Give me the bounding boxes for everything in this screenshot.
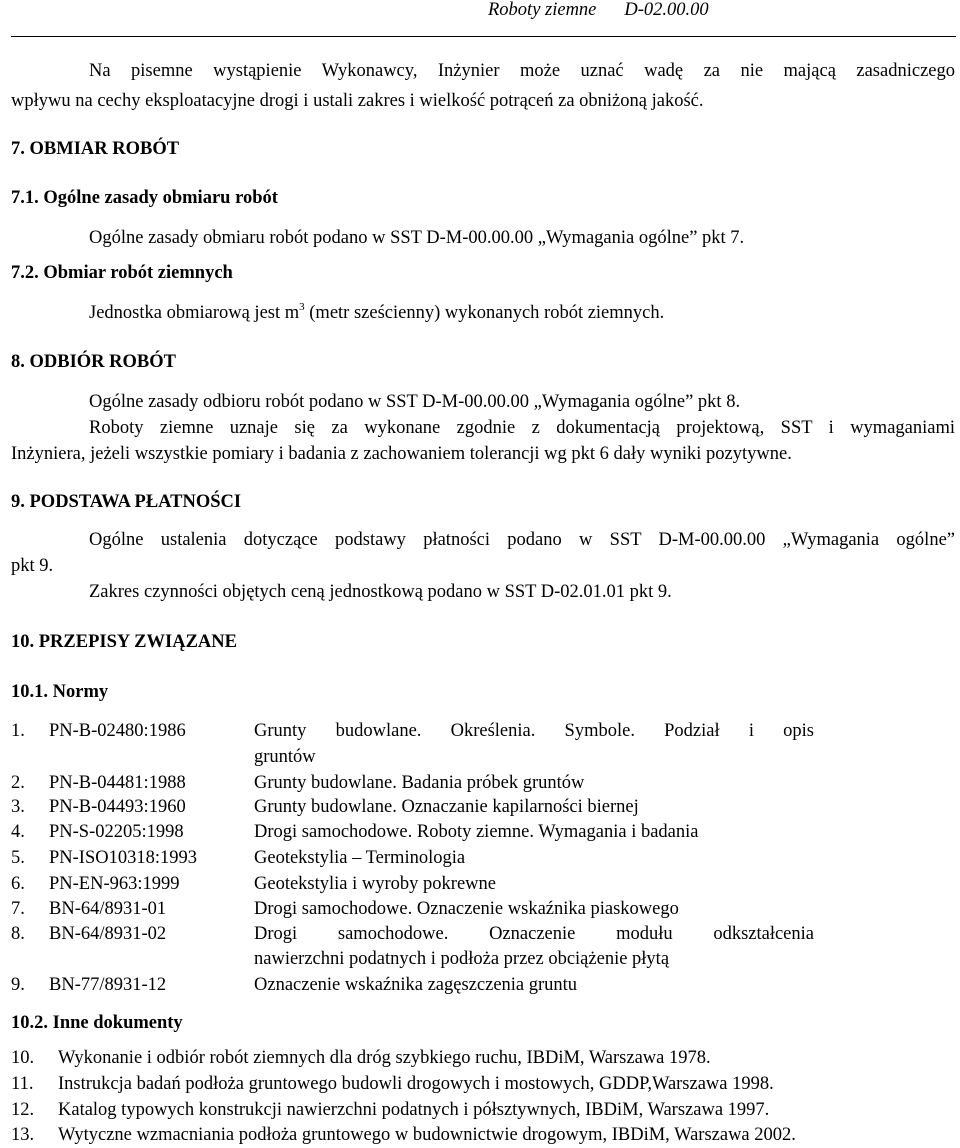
section-10-2-heading: 10.2. Inne dokumenty — [11, 1013, 183, 1033]
norm-title: Grunty budowlane. Oznaczanie kapilarności biernej — [254, 797, 639, 817]
section-7-2-text-a: Jednostka obmiarową jest m — [89, 303, 300, 323]
norm-number: 3. — [11, 797, 25, 817]
section-7-2-text — [89, 303, 664, 324]
norm-code: PN-S-02205:1998 — [49, 822, 184, 842]
document-text: Wytyczne wzmacniania podłoża gruntowego w budownictwie drogowym, IBDiM, Warszawa 2002. — [58, 1125, 796, 1145]
norm-title: Drogi samochodowe. Oznaczenie wskaźnika piaskowego — [254, 899, 679, 919]
header-title: Roboty ziemne — [488, 0, 597, 20]
norm-title-continuation: gruntów — [254, 747, 316, 767]
document-item — [11, 1100, 769, 1121]
norm-item — [11, 721, 814, 747]
norm-code: BN-64/8931-02 — [49, 924, 167, 944]
section-9-para-1-line-2: pkt 9. — [11, 556, 54, 576]
norm-title: Grunty budowlane. Określenia. Symbole. Podział i opis — [254, 721, 814, 741]
norm-number: 2. — [11, 773, 25, 793]
norm-number: 8. — [11, 924, 25, 944]
section-10-1-heading: 10.1. Normy — [11, 682, 109, 702]
norm-code: PN-B-04493:1960 — [49, 797, 186, 817]
norm-item — [11, 797, 811, 823]
norm-number: 4. — [11, 822, 25, 842]
section-8-para-2-line-1: Roboty ziemne uznaje się za wykonane zgodnie z dokumentacją projektową, SST i wymaganiami — [89, 418, 955, 438]
norm-item — [11, 874, 811, 900]
section-8-para-1: Ogólne zasady odbioru robót podano w SST D-M-00.00.00 „Wymagania ogólne” pkt 8. — [89, 392, 741, 412]
section-7-2-heading: 7.2. Obmiar robót ziemnych — [11, 263, 233, 283]
norm-number: 1. — [11, 721, 25, 741]
document-text: Wykonanie i odbiór robót ziemnych dla dróg szybkiego ruchu, IBDiM, Warszawa 1978. — [58, 1048, 711, 1068]
section-9-para-1-line-1: Ogólne ustalenia dotyczące podstawy płatności podano w SST D-M-00.00.00 „Wymagania ogólne” — [89, 530, 955, 550]
section-9-heading: 9. PODSTAWA PŁATNOŚCI — [11, 492, 242, 512]
norm-code: PN-ISO10318:1993 — [49, 848, 198, 868]
norm-number: 5. — [11, 848, 25, 868]
norm-code: PN-EN-963:1999 — [49, 874, 180, 894]
norm-title: Geotekstylia – Terminologia — [254, 848, 466, 868]
section-8-para-2-line-2: Inżyniera, jeżeli wszystkie pomiary i badania z zachowaniem tolerancji wg pkt 6 dały wyniki pozytywne. — [11, 444, 792, 464]
document-text: Katalog typowych konstrukcji nawierzchni podatnych i półsztywnych, IBDiM, Warszawa 1997. — [58, 1100, 770, 1120]
norm-code: PN-B-04481:1988 — [49, 773, 186, 793]
section-8-heading: 8. ODBIÓR ROBÓT — [11, 352, 176, 372]
section-7-heading: 7. OBMIAR ROBÓT — [11, 139, 180, 159]
section-7-1-heading: 7.1. Ogólne zasady obmiaru robót — [11, 188, 278, 208]
intro-line-1: Na pisemne wystąpienie Wykonawcy, Inżynier może uznać wadę za nie mającą zasadniczego — [89, 61, 955, 81]
norm-title: Drogi samochodowe. Oznaczenie modułu odkształcenia — [254, 924, 814, 944]
header-doc-code: D-02.00.00 — [624, 0, 709, 20]
norm-number: 9. — [11, 975, 25, 995]
norm-item — [11, 899, 811, 925]
document-item — [11, 1125, 796, 1146]
norm-code: PN-B-02480:1986 — [49, 721, 186, 741]
section-7-1-text: Ogólne zasady obmiaru robót podano w SST D-M-00.00.00 „Wymagania ogólne” pkt 7. — [89, 228, 745, 248]
norm-title: Geotekstylia i wyroby pokrewne — [254, 874, 496, 894]
norm-title: Grunty budowlane. Badania próbek gruntów — [254, 773, 585, 793]
norm-code: BN-77/8931-12 — [49, 975, 167, 995]
norm-item — [11, 848, 811, 874]
document-item — [11, 1074, 774, 1095]
norm-title-continuation: nawierzchni podatnych i podłoża przez obciążenie płytą — [254, 949, 670, 969]
document-number: 11. — [11, 1074, 34, 1094]
norm-title: Oznaczenie wskaźnika zagęszczenia gruntu — [254, 975, 578, 995]
cubic-superscript: 3 — [299, 301, 305, 313]
norm-number: 7. — [11, 899, 25, 919]
norm-item — [11, 822, 811, 848]
norm-item — [11, 975, 811, 1001]
document-number: 13. — [11, 1125, 35, 1145]
norm-item — [11, 773, 811, 799]
section-9-para-2: Zakres czynności objętych ceną jednostkową podano w SST D-02.01.01 pkt 9. — [89, 582, 672, 602]
section-10-heading: 10. PRZEPISY ZWIĄZANE — [11, 632, 237, 652]
section-7-2-text-b: (metr sześcienny) wykonanych robót ziemnych. — [304, 303, 665, 323]
norm-title: Drogi samochodowe. Roboty ziemne. Wymagania i badania — [254, 822, 699, 842]
running-header — [488, 0, 709, 21]
intro-line-2: wpływu na cechy eksploatacyjne drogi i ustali zakres i wielkość potrąceń za obniżoną jakość. — [11, 91, 704, 111]
document-number: 10. — [11, 1048, 35, 1068]
norm-code: BN-64/8931-01 — [49, 899, 167, 919]
header-rule — [11, 36, 956, 37]
norm-item — [11, 924, 814, 950]
document-text: Instrukcja badań podłoża gruntowego budowli drogowych i mostowych, GDDP,Warszawa 1998. — [58, 1074, 774, 1094]
norm-number: 6. — [11, 874, 25, 894]
document-number: 12. — [11, 1100, 35, 1120]
document-item — [11, 1048, 711, 1069]
